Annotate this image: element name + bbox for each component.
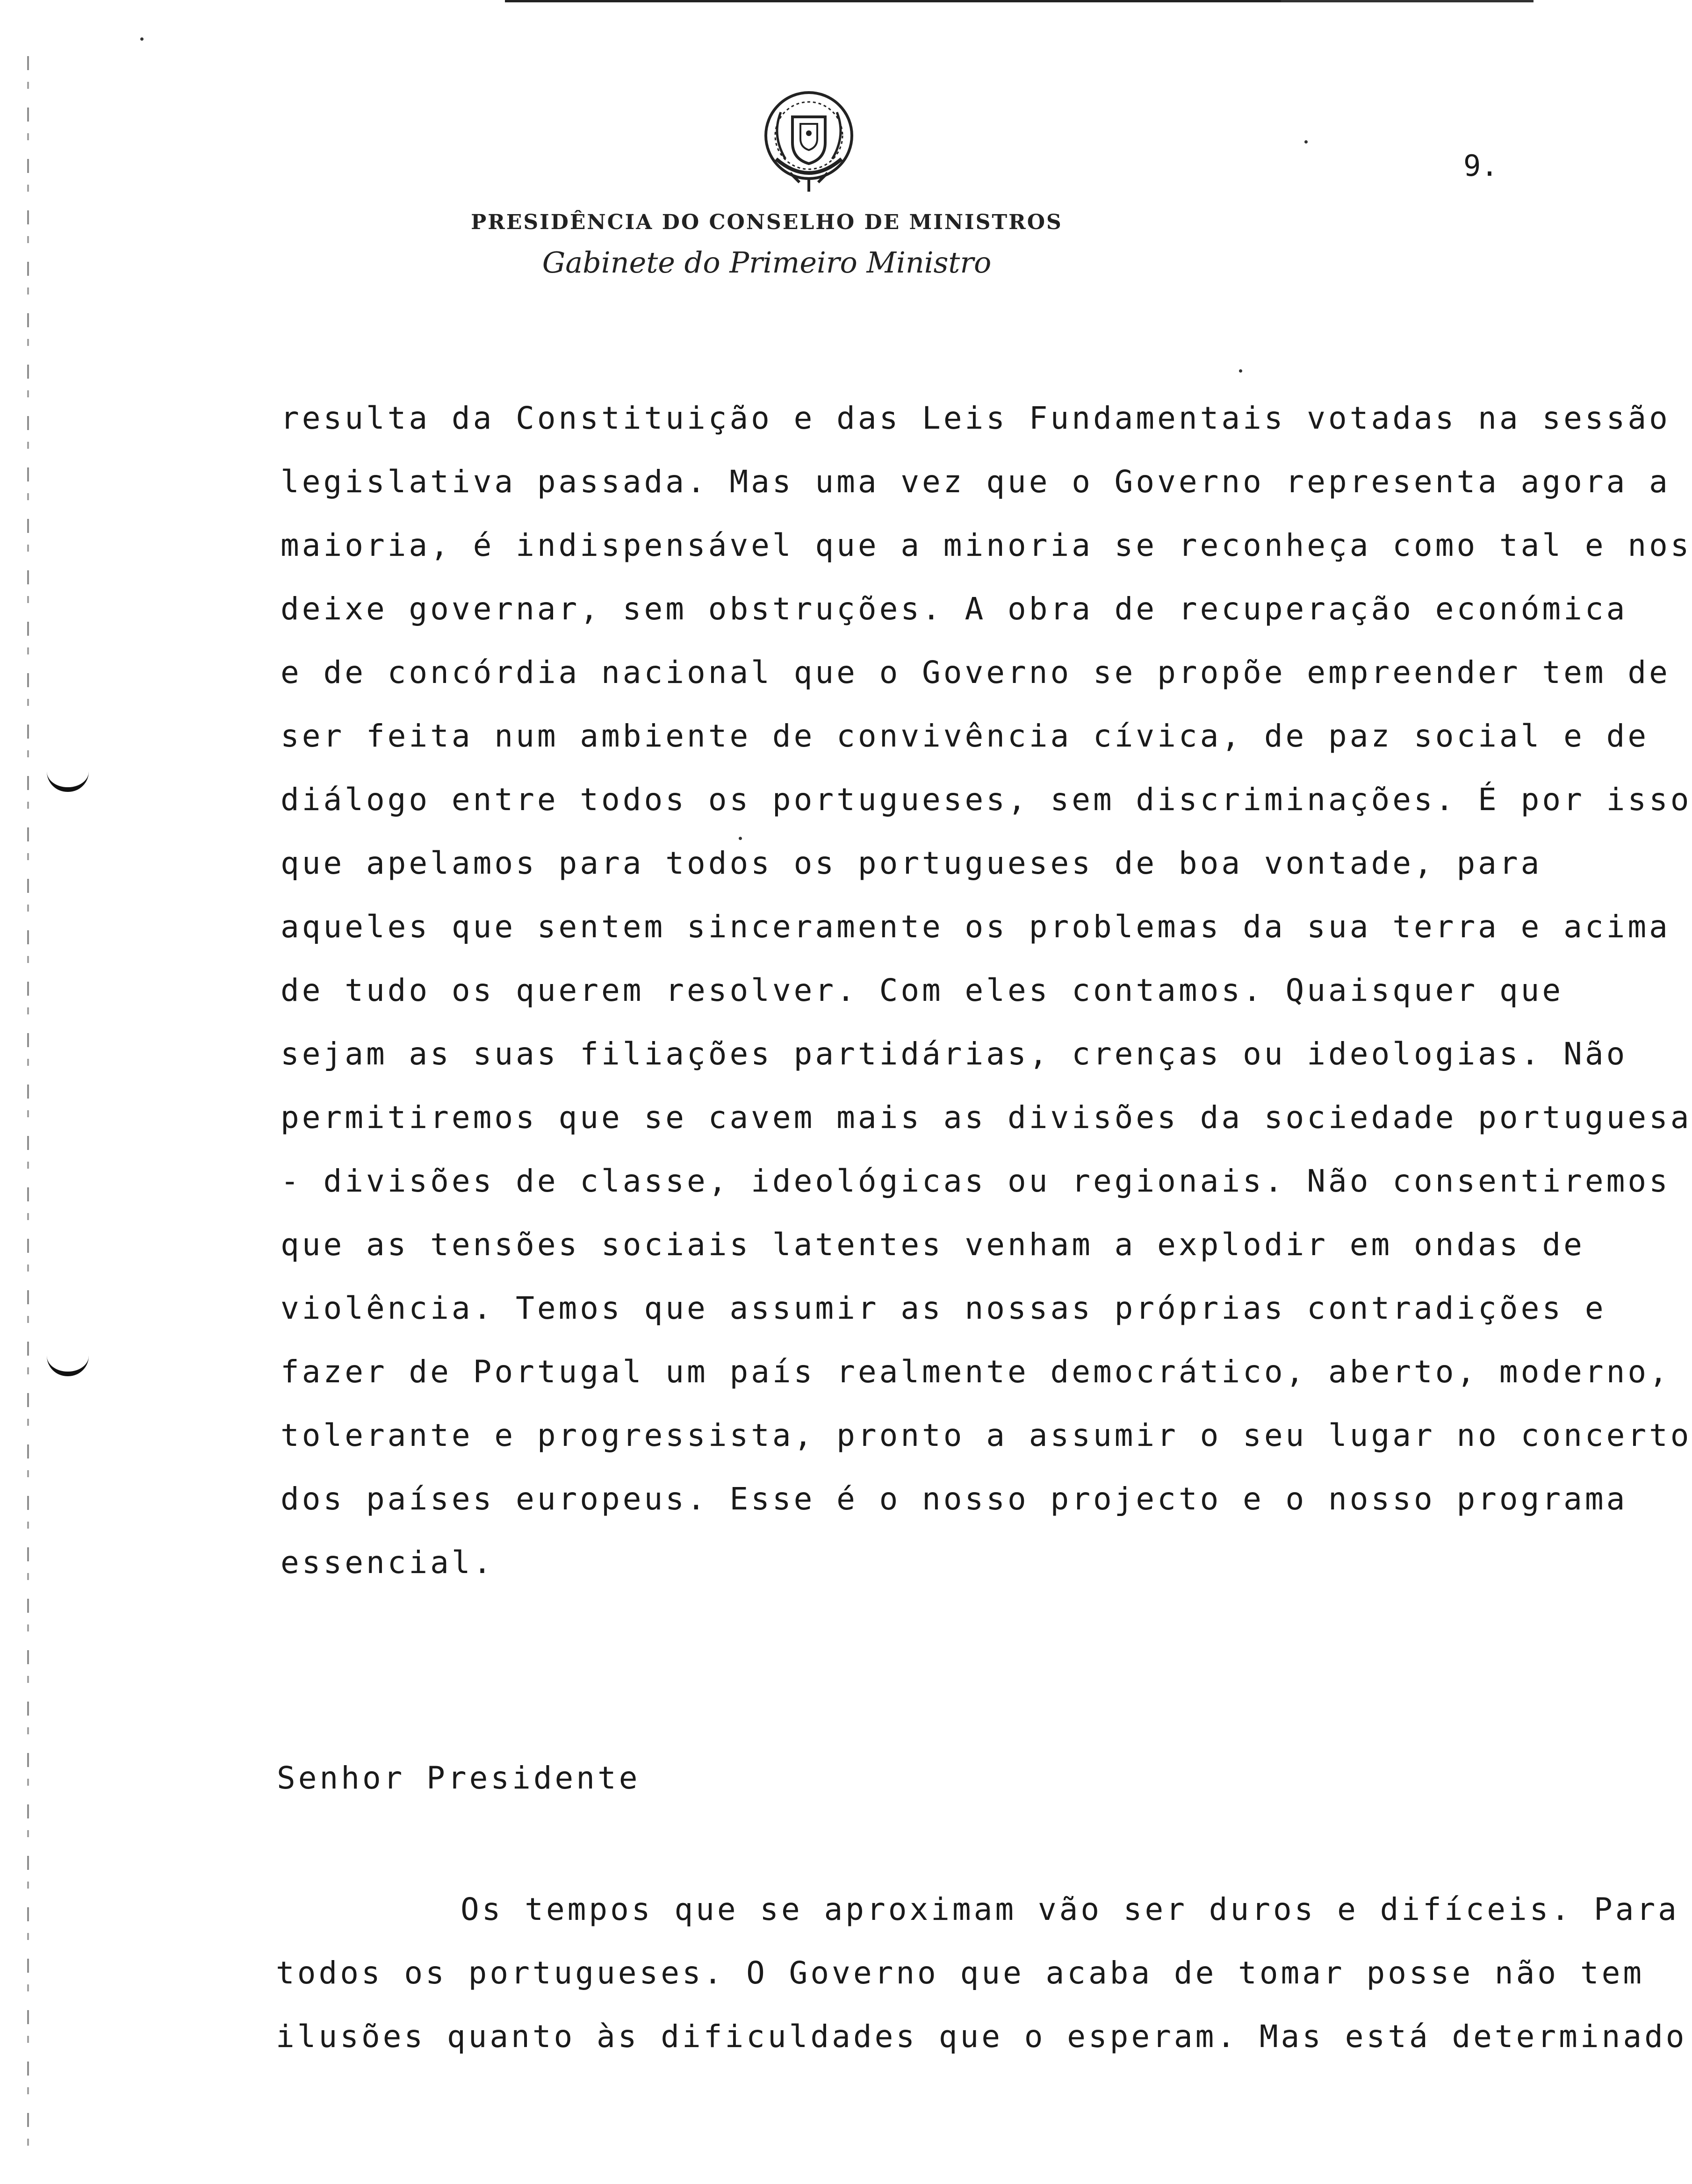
scan-speck (140, 37, 144, 41)
scan-left-edge (27, 56, 29, 2160)
text-line: diálogo entre todos os portugueses, sem discriminações. É por isso (281, 782, 1692, 818)
text-line: de tudo os querem resolver. Com eles contamos. Quaisquer que (281, 972, 1564, 1008)
body-paragraph (281, 400, 1692, 1608)
text-line: ilusões quanto às dificuldades que o esperam. Mas está determinado (276, 2019, 1687, 2055)
scan-speck (1304, 140, 1308, 144)
text-line: legislativa passada. Mas uma vez que o Governo representa agora a (281, 464, 1670, 500)
scan-speck (1239, 369, 1242, 373)
binder-hole-mark (47, 1356, 89, 1376)
portuguese-coat-of-arms-icon (753, 84, 865, 196)
closing-paragraph (276, 1891, 1687, 2082)
text-line: aqueles que sentem sinceramente os problemas da sua terra e acima (281, 909, 1670, 945)
text-line: sejam as suas filiações partidárias, crenças ou ideologias. Não (281, 1036, 1628, 1072)
text-line: - divisões de classe, ideológicas ou regionais. Não consentiremos (281, 1163, 1670, 1199)
page-number: 9. (1463, 149, 1498, 183)
text-line: essencial. (281, 1545, 495, 1581)
text-line: fazer de Portugal um país realmente democrático, aberto, moderno, (281, 1354, 1670, 1390)
organization-name: PRESIDÊNCIA DO CONSELHO DE MINISTROS (471, 210, 1063, 234)
text-line: tolerante e progressista, pronto a assumir o seu lugar no concerto (281, 1417, 1692, 1453)
text-line: e de concórdia nacional que o Governo se propõe empreender tem de (281, 654, 1670, 690)
text-line: maioria, é indispensável que a minoria se reconheça como tal e nos (281, 527, 1692, 563)
text-line: permitiremos que se cavem mais as divisões da sociedade portuguesa (281, 1099, 1692, 1135)
text-line: que apelamos para todos os portugueses de boa vontade, para (281, 845, 1542, 881)
office-name: Gabinete do Primeiro Ministro (542, 245, 992, 280)
binder-hole-mark (47, 771, 89, 792)
text-line: que as tensões sociais latentes venham a explodir em ondas de (281, 1227, 1585, 1263)
text-line: Os tempos que se aproximam vão ser duros e difíceis. Para (461, 1891, 1679, 1927)
text-line: resulta da Constituição e das Leis Fundamentais votadas na sessão (281, 400, 1670, 436)
salutation: Senhor Presidente (277, 1760, 641, 1796)
text-line: todos os portugueses. O Governo que acaba de tomar posse não tem (276, 1955, 1645, 1991)
text-line: deixe governar, sem obstruções. A obra de recuperação económica (281, 591, 1628, 627)
scan-top-edge-right (1281, 0, 1534, 2)
text-line: ser feita num ambiente de convivência cívica, de paz social e de (281, 718, 1649, 754)
text-line: violência. Temos que assumir as nossas próprias contradições e (281, 1290, 1606, 1326)
text-line: dos países europeus. Esse é o nosso projecto e o nosso programa (281, 1481, 1628, 1517)
